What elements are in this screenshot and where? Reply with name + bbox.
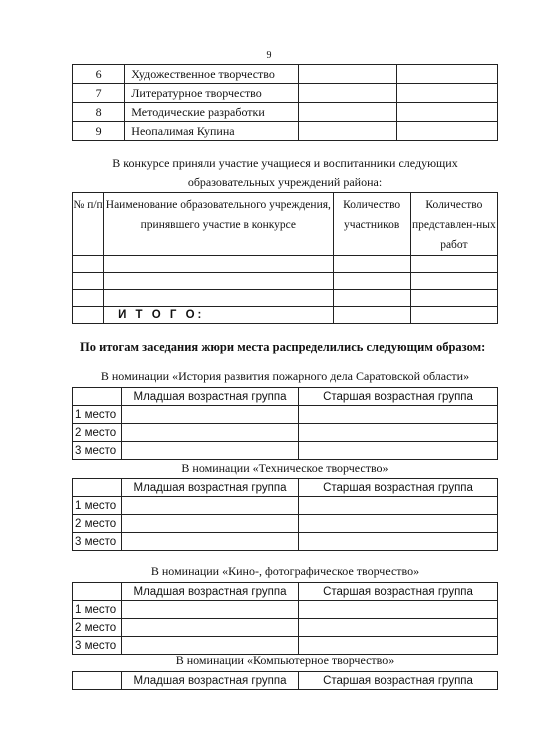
place-label: 2 место xyxy=(73,515,122,533)
page-number: 9 xyxy=(266,50,272,61)
row-name: Методические разработки xyxy=(125,103,299,122)
empty-cell xyxy=(122,533,299,551)
header-junior: Младшая возрастная группа xyxy=(122,583,299,601)
table-row xyxy=(73,442,498,460)
empty-cell xyxy=(410,256,497,273)
nomination-table xyxy=(72,671,498,690)
header-works: Количество представлен-ных работ xyxy=(410,193,497,256)
nominations-list-table xyxy=(72,64,498,141)
table-header-row xyxy=(73,583,498,601)
place-label: 1 место xyxy=(73,497,122,515)
row-name: Художественное творчество xyxy=(125,65,299,84)
nomination-table xyxy=(72,582,498,655)
empty-cell xyxy=(410,273,497,290)
header-junior: Младшая возрастная группа xyxy=(122,479,299,497)
jury-heading: По итогам заседания жюри места распределились следующим образом: xyxy=(80,340,486,354)
empty-cell xyxy=(104,290,334,307)
header-senior: Старшая возрастная группа xyxy=(299,388,498,406)
empty-cell xyxy=(333,307,410,324)
table-row xyxy=(73,497,498,515)
empty-cell xyxy=(299,103,397,122)
empty-cell xyxy=(299,442,498,460)
header-name: Наименование образовательного учреждения, принявшего участие в конкурсе xyxy=(104,193,334,256)
empty-cell xyxy=(104,256,334,273)
empty-cell xyxy=(122,637,299,655)
empty-cell xyxy=(122,601,299,619)
table-row xyxy=(73,273,498,290)
table-row xyxy=(73,256,498,273)
header-senior: Старшая возрастная группа xyxy=(299,583,498,601)
empty-cell xyxy=(299,122,397,141)
row-name: Литературное творчество xyxy=(125,84,299,103)
empty-header xyxy=(73,388,122,406)
empty-cell xyxy=(299,65,397,84)
empty-cell xyxy=(396,103,497,122)
empty-cell xyxy=(410,290,497,307)
empty-header xyxy=(73,583,122,601)
empty-cell xyxy=(104,273,334,290)
table-row xyxy=(73,533,498,551)
table-header-row xyxy=(73,479,498,497)
place-label: 2 место xyxy=(73,424,122,442)
table-header-row xyxy=(73,193,498,256)
nomination-caption: В номинации «Кино-, фотографическое творчество» xyxy=(150,564,420,578)
empty-cell xyxy=(299,637,498,655)
empty-cell xyxy=(396,84,497,103)
table-row xyxy=(73,601,498,619)
table-row xyxy=(73,637,498,655)
institutions-table xyxy=(72,192,498,324)
empty-header xyxy=(73,672,122,690)
header-junior: Младшая возрастная группа xyxy=(122,672,299,690)
table-row xyxy=(73,424,498,442)
empty-cell xyxy=(122,497,299,515)
table-row xyxy=(73,515,498,533)
total-row xyxy=(73,307,498,324)
empty-cell xyxy=(396,65,497,84)
nomination-table xyxy=(72,387,498,460)
empty-cell xyxy=(299,424,498,442)
empty-cell xyxy=(299,619,498,637)
nomination-caption: В номинации «Компьютерное творчество» xyxy=(175,653,395,667)
place-label: 2 место xyxy=(73,619,122,637)
empty-cell xyxy=(396,122,497,141)
place-label: 1 место xyxy=(73,406,122,424)
row-name: Неопалимая Купина xyxy=(125,122,299,141)
empty-cell xyxy=(122,515,299,533)
empty-cell xyxy=(333,273,410,290)
table-row xyxy=(73,122,498,141)
empty-cell xyxy=(73,273,104,290)
empty-cell xyxy=(299,601,498,619)
table-header-row xyxy=(73,672,498,690)
nomination-caption: В номинации «История развития пожарного дела Саратовской области» xyxy=(100,369,470,383)
nomination-table xyxy=(72,478,498,551)
table-row xyxy=(73,65,498,84)
place-label: 1 место xyxy=(73,601,122,619)
empty-cell xyxy=(333,256,410,273)
empty-cell xyxy=(299,84,397,103)
table-header-row xyxy=(73,388,498,406)
table-row xyxy=(73,84,498,103)
row-number: 7 xyxy=(73,84,125,103)
empty-cell xyxy=(333,290,410,307)
total-label: И Т О Г О: xyxy=(104,307,334,324)
nomination-caption: В номинации «Техническое творчество» xyxy=(181,461,389,475)
empty-cell xyxy=(122,442,299,460)
empty-cell xyxy=(299,497,498,515)
empty-cell xyxy=(73,307,104,324)
empty-cell xyxy=(122,619,299,637)
table-row xyxy=(73,619,498,637)
header-senior: Старшая возрастная группа xyxy=(299,672,498,690)
row-number: 6 xyxy=(73,65,125,84)
empty-header xyxy=(73,479,122,497)
row-number: 8 xyxy=(73,103,125,122)
table-row xyxy=(73,290,498,307)
header-senior: Старшая возрастная группа xyxy=(299,479,498,497)
empty-cell xyxy=(122,406,299,424)
empty-cell xyxy=(299,515,498,533)
place-label: 3 место xyxy=(73,533,122,551)
header-junior: Младшая возрастная группа xyxy=(122,388,299,406)
empty-cell xyxy=(122,424,299,442)
intro-paragraph: В конкурсе приняли участие учащиеся и воспитанники следующих образовательных учреждений района: xyxy=(112,156,458,189)
empty-cell xyxy=(299,406,498,424)
empty-cell xyxy=(73,256,104,273)
empty-cell xyxy=(410,307,497,324)
place-label: 3 место xyxy=(73,637,122,655)
place-label: 3 место xyxy=(73,442,122,460)
table-row xyxy=(73,406,498,424)
table-row xyxy=(73,103,498,122)
row-number: 9 xyxy=(73,122,125,141)
empty-cell xyxy=(299,533,498,551)
header-participants: Количество участников xyxy=(333,193,410,256)
empty-cell xyxy=(73,290,104,307)
header-num: № п/п xyxy=(73,193,104,256)
